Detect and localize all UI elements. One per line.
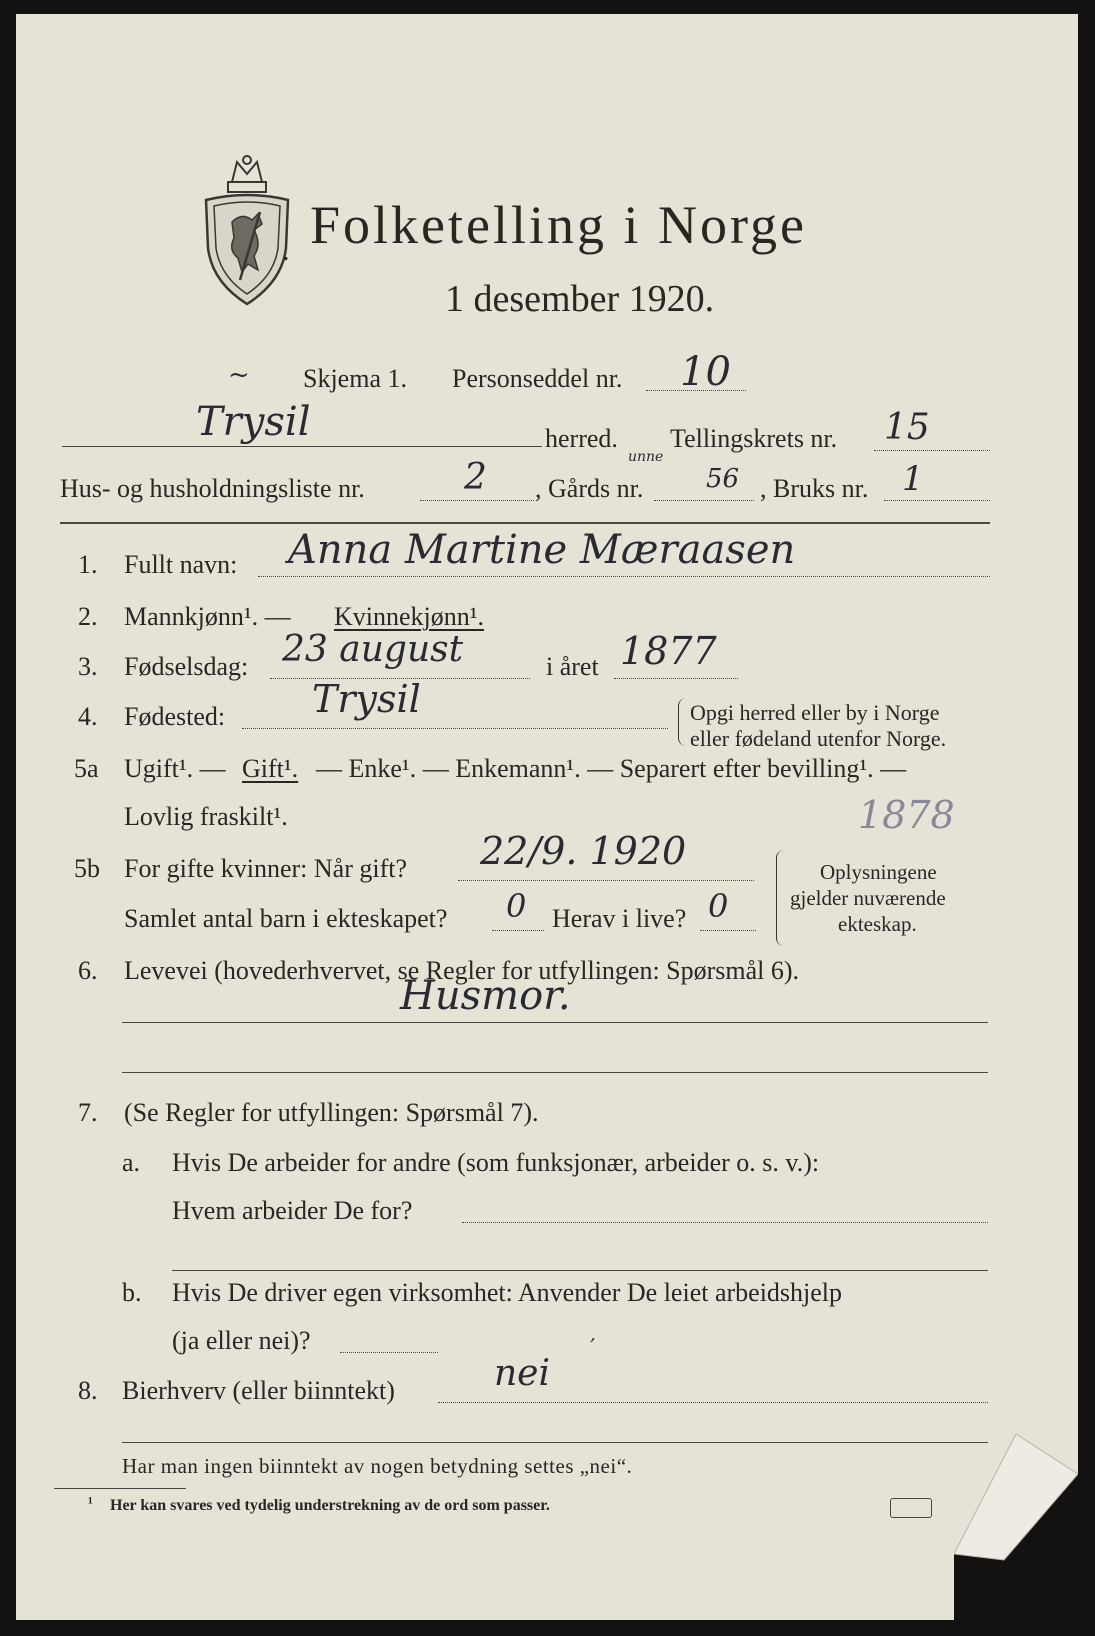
census-form <box>16 14 1078 1620</box>
q5b-note-2: gjelder nuværende <box>790 886 946 910</box>
bruks-label: , Bruks nr. <box>760 474 869 503</box>
q8-value: nei <box>494 1353 551 1394</box>
q8-label: Bierhverv (eller biinntekt) <box>122 1376 395 1405</box>
herred-label: herred. <box>545 424 618 453</box>
page-title: Folketelling i Norge <box>310 195 807 255</box>
q3-number: 3. <box>78 652 98 681</box>
gards-label: , Gårds nr. <box>535 474 644 503</box>
q7b-mark: , <box>590 1324 596 1345</box>
q7b-letter: b. <box>122 1278 142 1307</box>
q5b-value-2: 0 <box>506 887 527 925</box>
q4-note-1: Opgi herred eller by i Norge <box>690 700 940 725</box>
title-dot: . <box>282 234 290 267</box>
q5a-rest: — Enke¹. — Enkemann¹. — Separert efter bevilling¹. — <box>316 754 907 783</box>
q5b-label-1: For gifte kvinner: Når gift? <box>124 854 408 883</box>
q2-kvinne: Kvinnekjønn¹. <box>334 602 485 631</box>
gards-annotation: unne <box>628 449 664 465</box>
q5a-number: 5a <box>74 754 99 783</box>
page-subtitle: 1 desember 1920. <box>445 278 715 320</box>
q7a-question: Hvem arbeider De for? <box>172 1196 413 1225</box>
personseddel-value: 10 <box>680 349 731 395</box>
q5b-note-3: ekteskap. <box>838 912 917 936</box>
q3-value: 23 august <box>282 629 464 670</box>
personseddel-label: Personseddel nr. <box>452 364 623 393</box>
herred-value: Trysil <box>196 399 311 445</box>
q8-number: 8. <box>78 1376 98 1405</box>
q7b-text: Hvis De driver egen virksomhet: Anvender De leiet arbeidshjelp <box>172 1278 843 1307</box>
q4-value: Trysil <box>312 677 421 721</box>
q1-number: 1. <box>78 550 98 579</box>
q2-mann: Mannkjønn¹. — <box>124 602 291 631</box>
husliste-label: Hus- og husholdningsliste nr. <box>60 474 365 503</box>
tellingskrets-label: Tellingskrets nr. <box>670 424 838 453</box>
q6-value: Husmor. <box>400 973 571 1019</box>
q7a-text: Hvis De arbeider for andre (som funksjonær, arbeider o. s. v.): <box>172 1148 820 1177</box>
q6-label: Levevei (hovederhvervet, se Regler for utfyllingen: Spørsmål 6). <box>124 956 800 985</box>
q5b-value-1: 22/9. 1920 <box>480 829 687 873</box>
q4-note-2: eller fødeland utenfor Norge. <box>690 726 947 751</box>
q5b-note-1: Oplysningene <box>820 860 937 884</box>
q1-label: Fullt navn: <box>124 550 238 579</box>
bruks-value: 1 <box>902 459 924 499</box>
q7a-letter: a. <box>122 1148 141 1177</box>
schema-label: Skjema 1. <box>303 364 407 393</box>
folded-corner <box>954 1434 1078 1620</box>
q4-label: Fødested: <box>124 702 226 731</box>
q7-number: 7. <box>78 1098 98 1127</box>
q3-label: Fødselsdag: <box>124 652 249 681</box>
printer-mark-icon <box>890 1498 932 1518</box>
q4-number: 4. <box>78 702 98 731</box>
q3-year-value: 1877 <box>620 629 717 673</box>
q7b-question: (ja eller nei)? <box>172 1326 311 1355</box>
q5b-number: 5b <box>74 854 100 883</box>
q5b-label-3: Herav i live? <box>552 904 687 933</box>
pencil-annotation: 1878 <box>858 793 955 837</box>
footnote-mark: ¹ <box>88 1495 93 1512</box>
q5a-gift: Gift¹. <box>242 754 299 783</box>
q8-note: Har man ingen biinntekt av nogen betydning settes „nei“. <box>122 1454 633 1478</box>
q5a-line2: Lovlig fraskilt¹. <box>124 802 288 831</box>
q2-number: 2. <box>78 602 98 631</box>
q3-year-label: i året <box>546 652 599 681</box>
gards-value: 56 <box>706 464 740 494</box>
header-divider <box>60 522 990 524</box>
husliste-value: 2 <box>464 457 487 498</box>
q5b-value-3: 0 <box>708 887 729 925</box>
q6-number: 6. <box>78 956 98 985</box>
footnote-text: Her kan svares ved tydelig understrekning av de ord som passer. <box>110 1497 550 1514</box>
q7-label: (Se Regler for utfyllingen: Spørsmål 7). <box>124 1098 539 1127</box>
q5b-label-2: Samlet antal barn i ekteskapet? <box>124 904 448 933</box>
q1-value: Anna Martine Mæraasen <box>288 527 796 573</box>
q5a-ugift: Ugift¹. — <box>124 754 226 783</box>
skjema-mark: ~ <box>228 360 250 390</box>
tellingskrets-value: 15 <box>884 407 930 448</box>
coat-of-arms-icon <box>192 152 302 312</box>
